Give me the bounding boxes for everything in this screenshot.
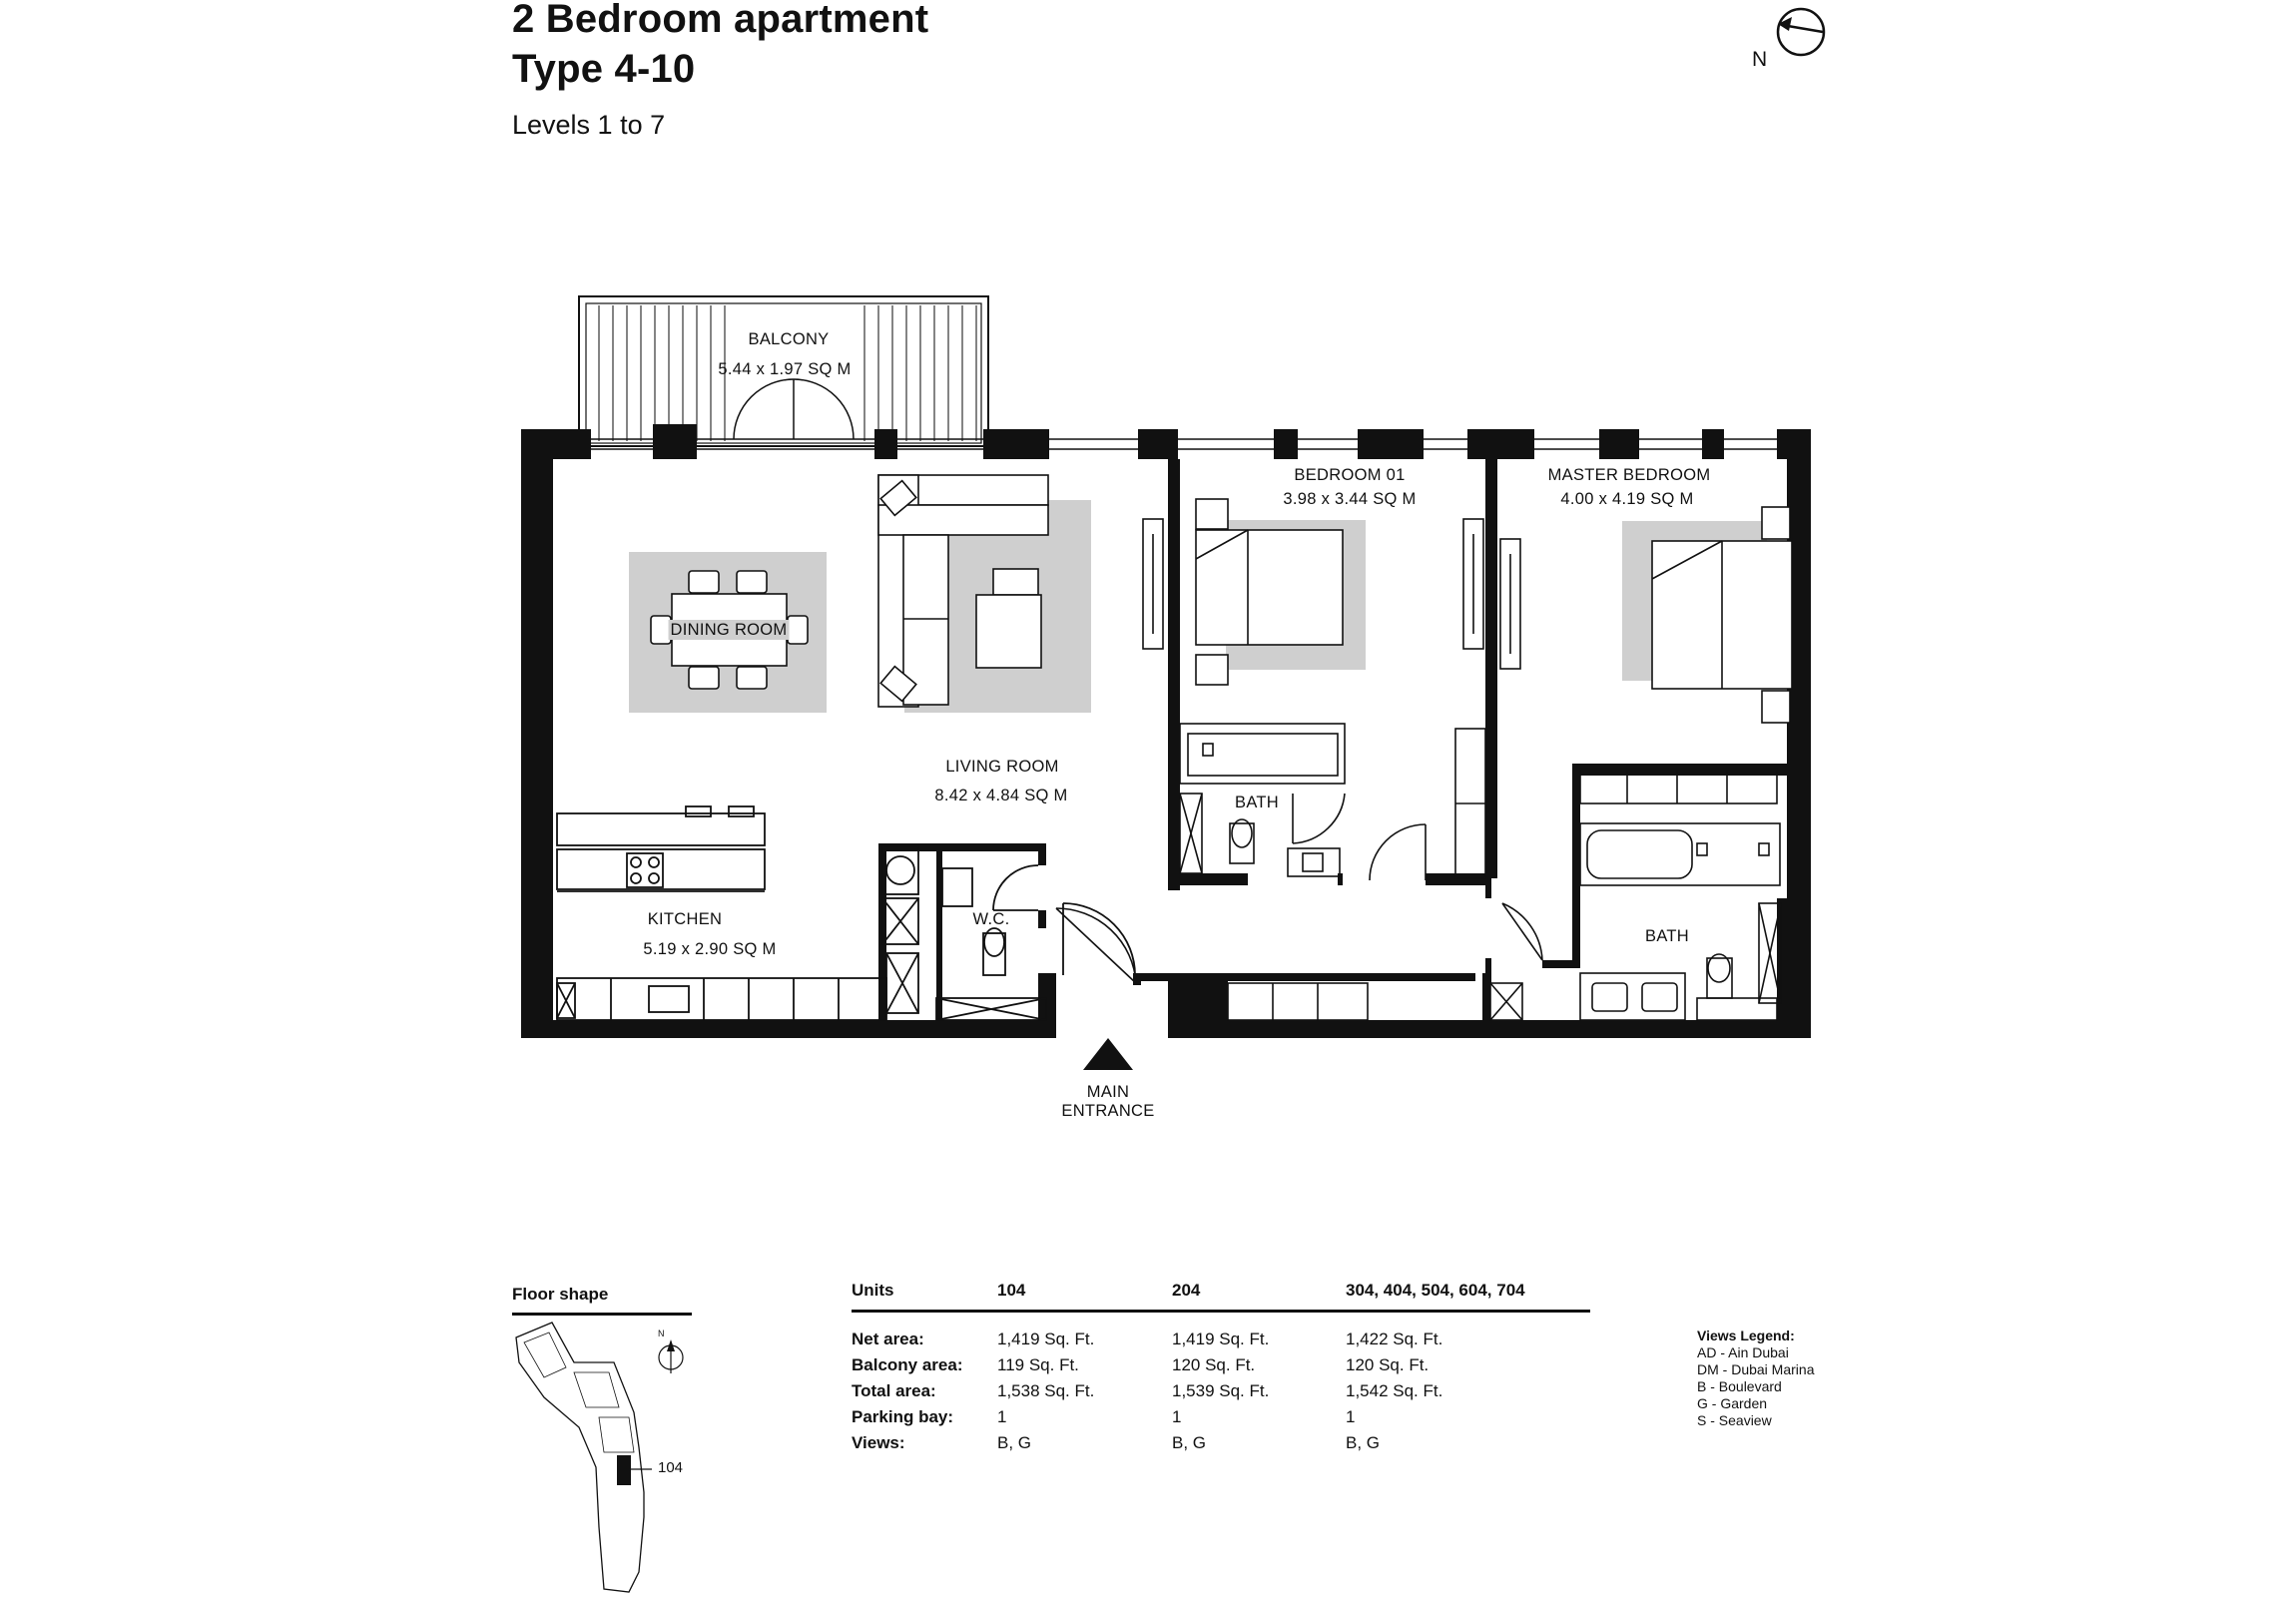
bath1-fixtures — [1180, 724, 1426, 880]
dining-room-label: DINING ROOM — [670, 621, 788, 639]
row-label: Total area: — [852, 1381, 936, 1400]
table-row — [852, 1404, 1590, 1430]
units-header-row — [852, 1280, 1590, 1312]
bath1-label: BATH — [1235, 794, 1279, 811]
kitchen-label: KITCHEN — [647, 910, 723, 928]
row-value: 1,542 Sq. Ft. — [1346, 1381, 1443, 1400]
views-legend — [1697, 1328, 1814, 1429]
floor-shape-compass-label: N — [658, 1329, 665, 1338]
living-room-label: LIVING ROOM — [945, 758, 1059, 776]
title-line-1: 2 Bedroom apartment — [512, 0, 929, 41]
balcony-dims: 5.44 x 1.97 SQ M — [718, 360, 852, 378]
master-bedroom-label: MASTER BEDROOM — [1547, 466, 1711, 484]
row-value: 1,538 Sq. Ft. — [997, 1381, 1095, 1400]
bedroom01-dims: 3.98 x 3.44 SQ M — [1283, 490, 1417, 508]
row-value: 1,419 Sq. Ft. — [1172, 1330, 1270, 1348]
master-bedroom-dims: 4.00 x 4.19 SQ M — [1560, 490, 1694, 508]
table-row — [852, 1352, 1590, 1378]
entrance-arrow-icon — [1083, 1038, 1133, 1070]
units-header-upper: 304, 404, 504, 604, 704 — [1346, 1281, 1525, 1300]
table-row — [852, 1430, 1590, 1456]
row-value: 1,539 Sq. Ft. — [1172, 1381, 1270, 1400]
floor-shape-map — [504, 1318, 724, 1597]
levels-text: Levels 1 to 7 — [512, 110, 666, 140]
kitchen-dims: 5.19 x 2.90 SQ M — [643, 940, 777, 958]
row-value: 120 Sq. Ft. — [1346, 1355, 1430, 1374]
views-legend-item: G - Garden — [1697, 1395, 1768, 1411]
wc-fixtures — [936, 865, 1135, 1020]
bath2-fixtures — [1490, 823, 1781, 1020]
row-value: B, G — [1172, 1433, 1207, 1452]
kitchen-units — [557, 806, 918, 1020]
row-value: 1 — [1172, 1407, 1182, 1426]
entrance-label-line1: MAIN — [1086, 1083, 1130, 1101]
balcony-door — [734, 379, 854, 439]
views-legend-item: S - Seaview — [1697, 1412, 1772, 1428]
row-value: 1 — [997, 1407, 1007, 1426]
views-legend-title: Views Legend: — [1697, 1328, 1795, 1343]
row-value: 1 — [1346, 1407, 1356, 1426]
balcony-label: BALCONY — [748, 330, 830, 348]
living-room-dims: 8.42 x 4.84 SQ M — [934, 787, 1068, 804]
row-value: 1,419 Sq. Ft. — [997, 1330, 1095, 1348]
wardrobes — [1455, 729, 1777, 878]
units-table — [852, 1280, 1590, 1456]
row-label: Balcony area: — [852, 1355, 963, 1374]
views-legend-item: B - Boulevard — [1697, 1378, 1782, 1394]
entrance-label-line2: ENTRANCE — [1061, 1102, 1155, 1120]
row-value: B, G — [997, 1433, 1032, 1452]
row-value: B, G — [1346, 1433, 1381, 1452]
bath2-label: BATH — [1645, 927, 1689, 945]
floor-shape-title: Floor shape — [512, 1285, 609, 1304]
views-legend-item: DM - Dubai Marina — [1697, 1361, 1815, 1377]
row-value: 119 Sq. Ft. — [997, 1355, 1079, 1374]
compass-label: N — [1752, 48, 1768, 71]
windows — [591, 439, 1777, 449]
table-row — [852, 1327, 1590, 1352]
units-header-label: Units — [852, 1281, 894, 1300]
title-line-2: Type 4-10 — [512, 47, 696, 91]
row-label: Views: — [852, 1433, 905, 1452]
table-row — [852, 1378, 1590, 1404]
row-value: 1,422 Sq. Ft. — [1346, 1330, 1443, 1348]
units-header-104: 104 — [997, 1281, 1026, 1300]
floor-shape-rule — [512, 1313, 692, 1316]
bedroom01-label: BEDROOM 01 — [1294, 466, 1406, 484]
row-label: Parking bay: — [852, 1407, 954, 1426]
row-label: Net area: — [852, 1330, 924, 1348]
units-header-204: 204 — [1172, 1281, 1201, 1300]
wc-label: W.C. — [972, 910, 1010, 928]
floor-shape-unit-marker: 104 — [658, 1459, 684, 1476]
row-value: 120 Sq. Ft. — [1172, 1355, 1256, 1374]
views-legend-item: AD - Ain Dubai — [1697, 1344, 1789, 1360]
